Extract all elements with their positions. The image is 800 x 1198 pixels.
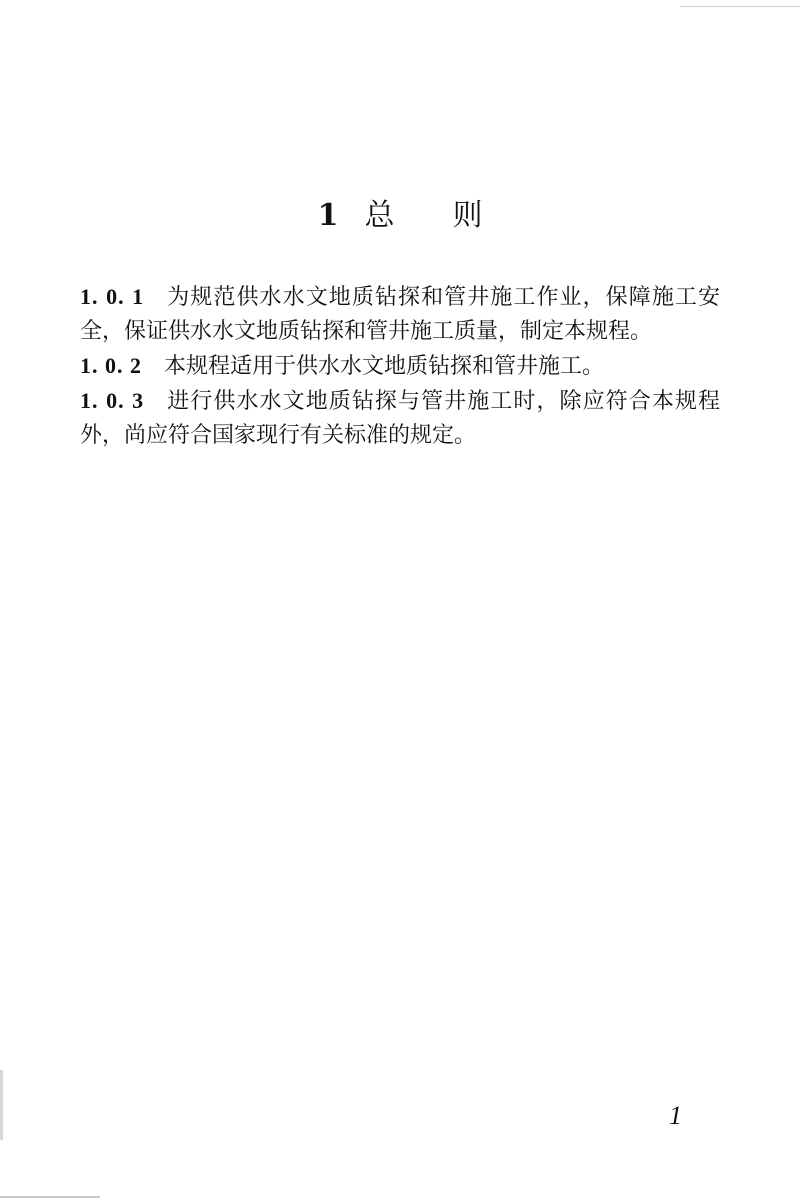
- scan-edge-mark: [680, 0, 800, 7]
- clause-1-0-2: [80, 349, 720, 384]
- clause-text: 进行供水水文地质钻探与管井施工时，除应符合本规程外，尚应符合国家现行有关标准的规定。: [80, 389, 720, 448]
- chapter-title-char-2: 则: [452, 198, 483, 233]
- clause-text: 本规程适用于供水水文地质钻探和管井施工。: [164, 354, 605, 379]
- chapter-number: 1: [317, 198, 339, 233]
- chapter-body: [80, 280, 720, 453]
- clause-1-0-1: [80, 280, 720, 349]
- chapter-title: [0, 196, 800, 236]
- clause-number: 1. 0. 2: [80, 353, 142, 378]
- scan-edge-mark: [0, 1070, 3, 1140]
- chapter-title-char-1: 总: [364, 198, 395, 233]
- page-number: 1: [669, 1101, 682, 1130]
- clause-number: 1. 0. 1: [80, 284, 145, 309]
- clause-text: 为规范供水水文地质钻探和管井施工作业，保障施工安全，保证供水水文地质钻探和管井施工质量，制定本规程。: [80, 285, 720, 344]
- clause-number: 1. 0. 3: [80, 388, 145, 413]
- clause-1-0-3: [80, 384, 720, 453]
